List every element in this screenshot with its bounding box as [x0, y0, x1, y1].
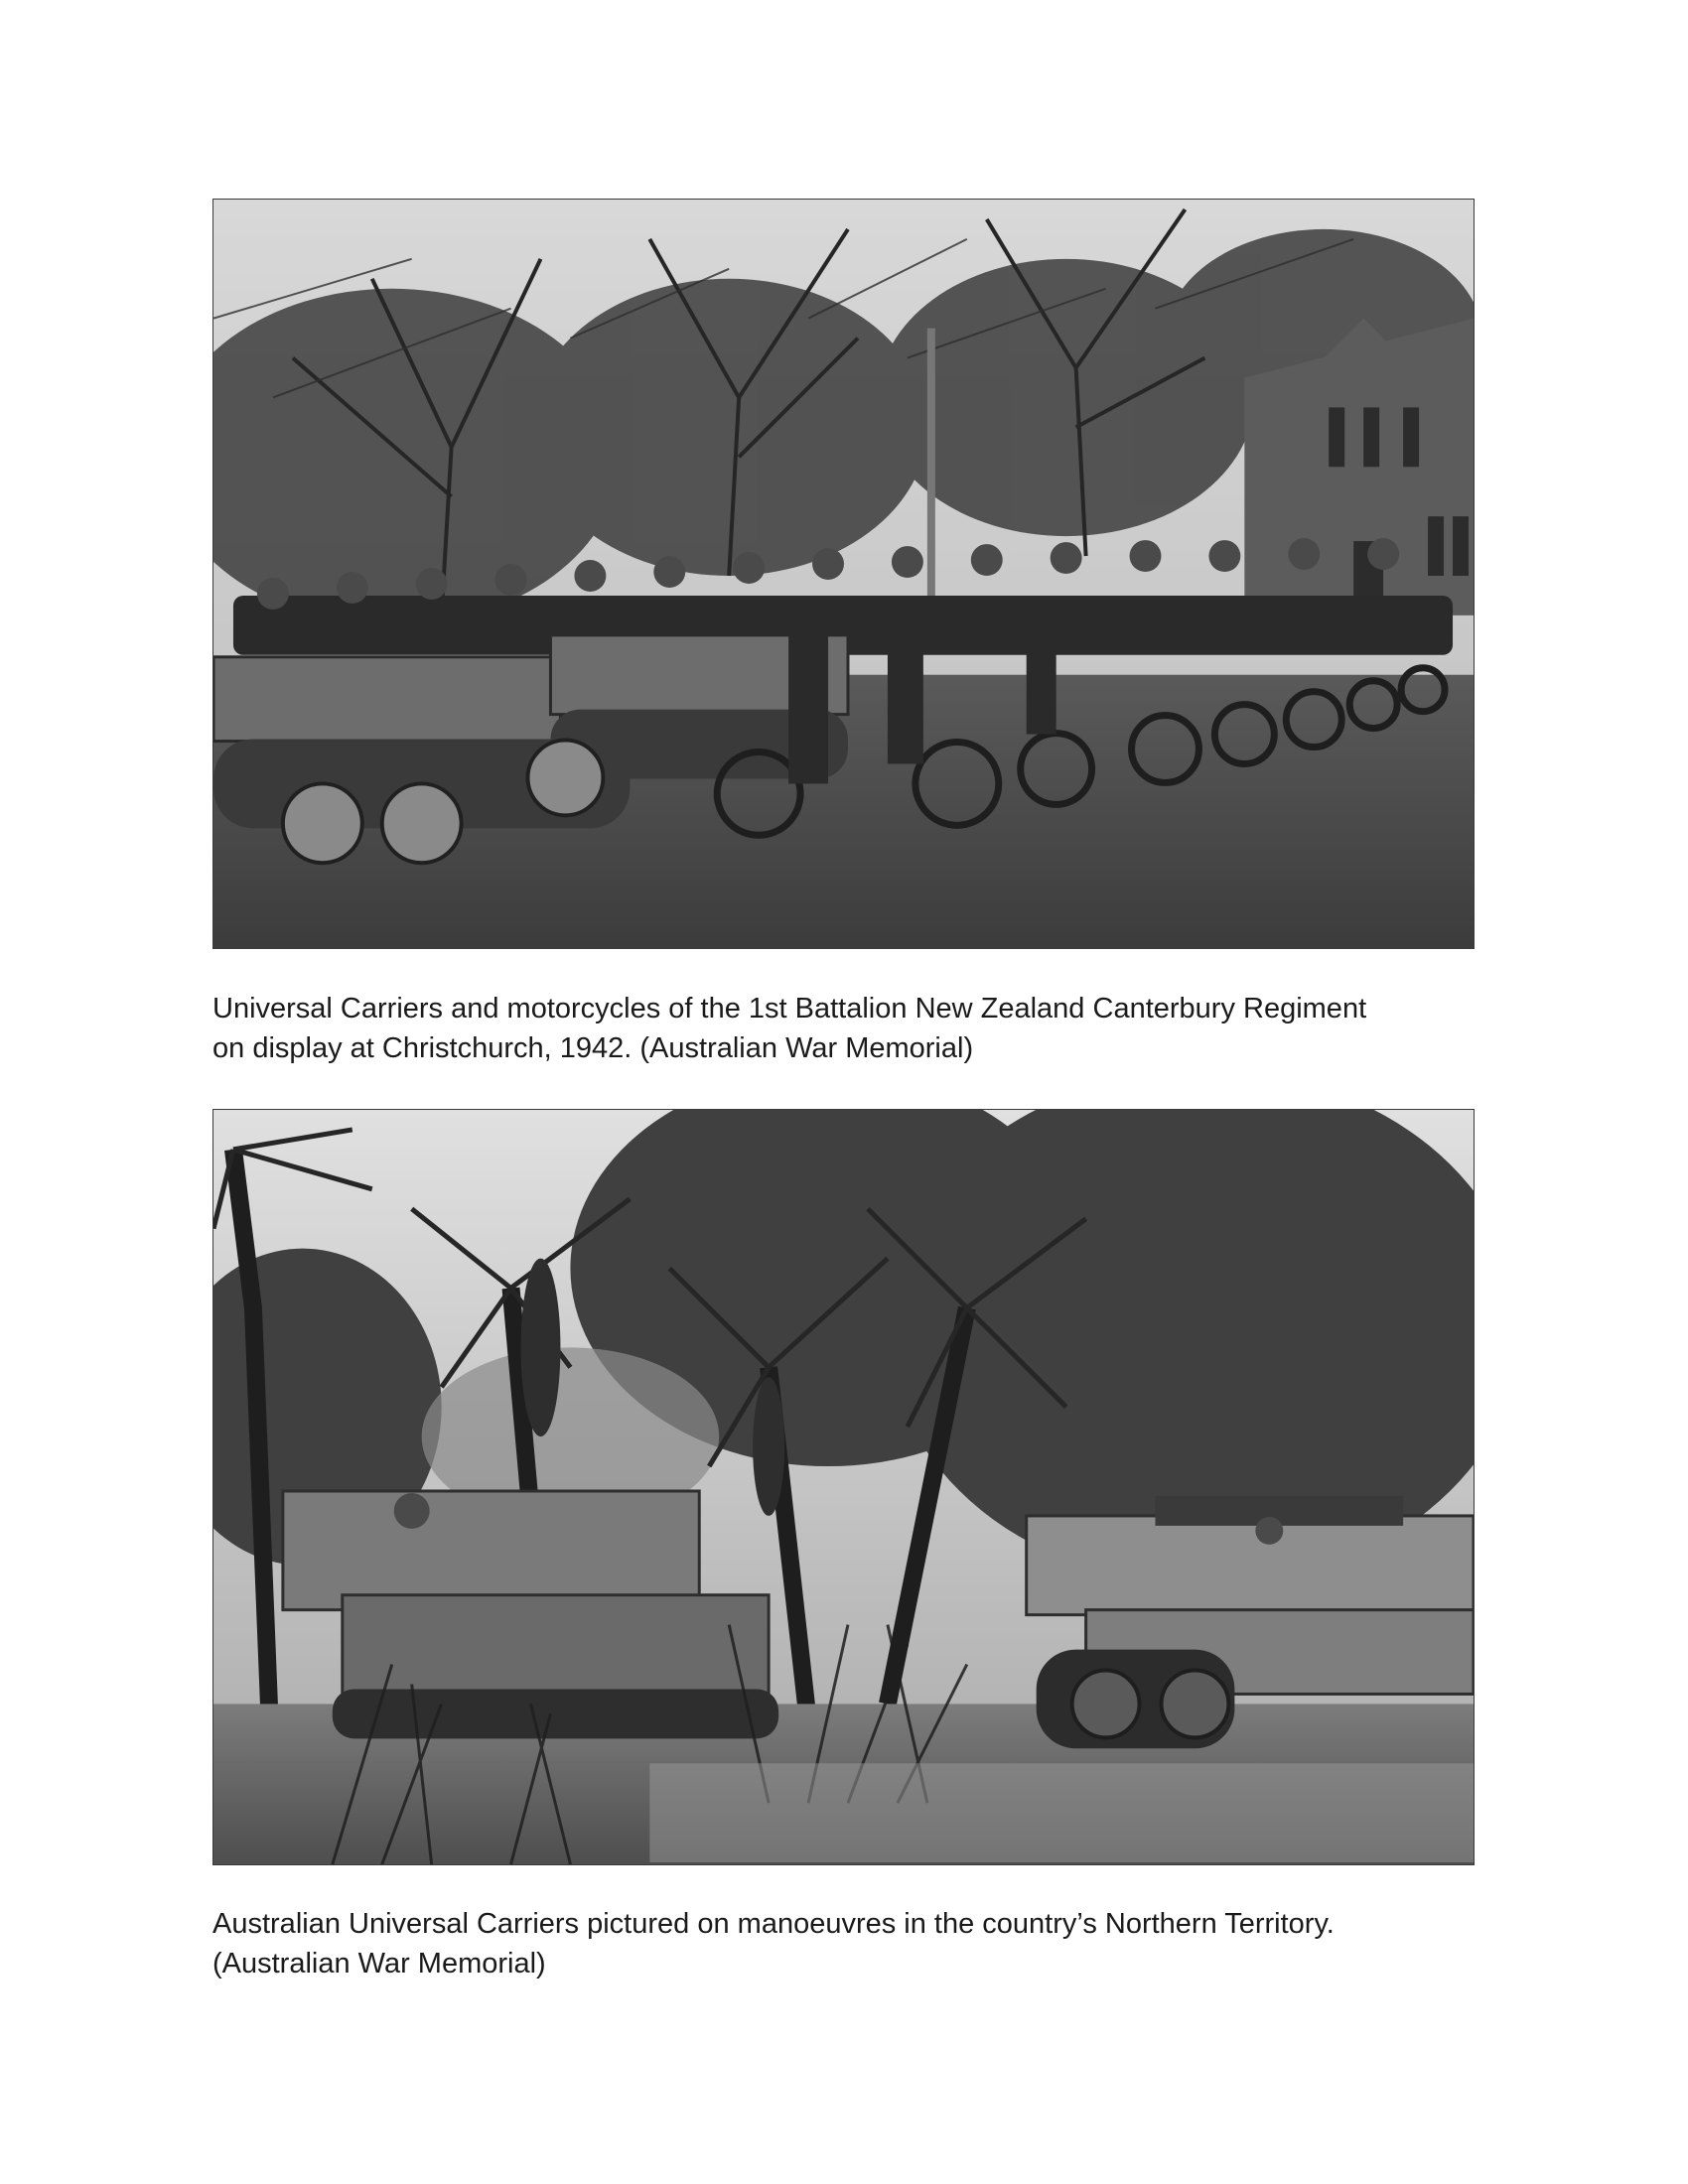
- caption-line: Universal Carriers and motorcycles of the 1st Battalion New Zealand Canterbury Regiment: [212, 993, 1367, 1024]
- photo-christchurch-carriers: [212, 199, 1475, 949]
- photo-caption: [212, 989, 1493, 1068]
- caption-line: on display at Christchurch, 1942. (Australian War Memorial): [212, 1032, 974, 1064]
- photo-northern-territory-carriers: [212, 1109, 1475, 1865]
- photo-caption: [212, 1904, 1493, 1983]
- caption-line: Australian Universal Carriers pictured on manoeuvres in the country’s Northern Territory.: [212, 1908, 1335, 1940]
- photo-christchurch-image: [213, 200, 1474, 948]
- caption-line: (Australian War Memorial): [212, 1948, 546, 1979]
- photo-northern-territory-image: [213, 1110, 1474, 1864]
